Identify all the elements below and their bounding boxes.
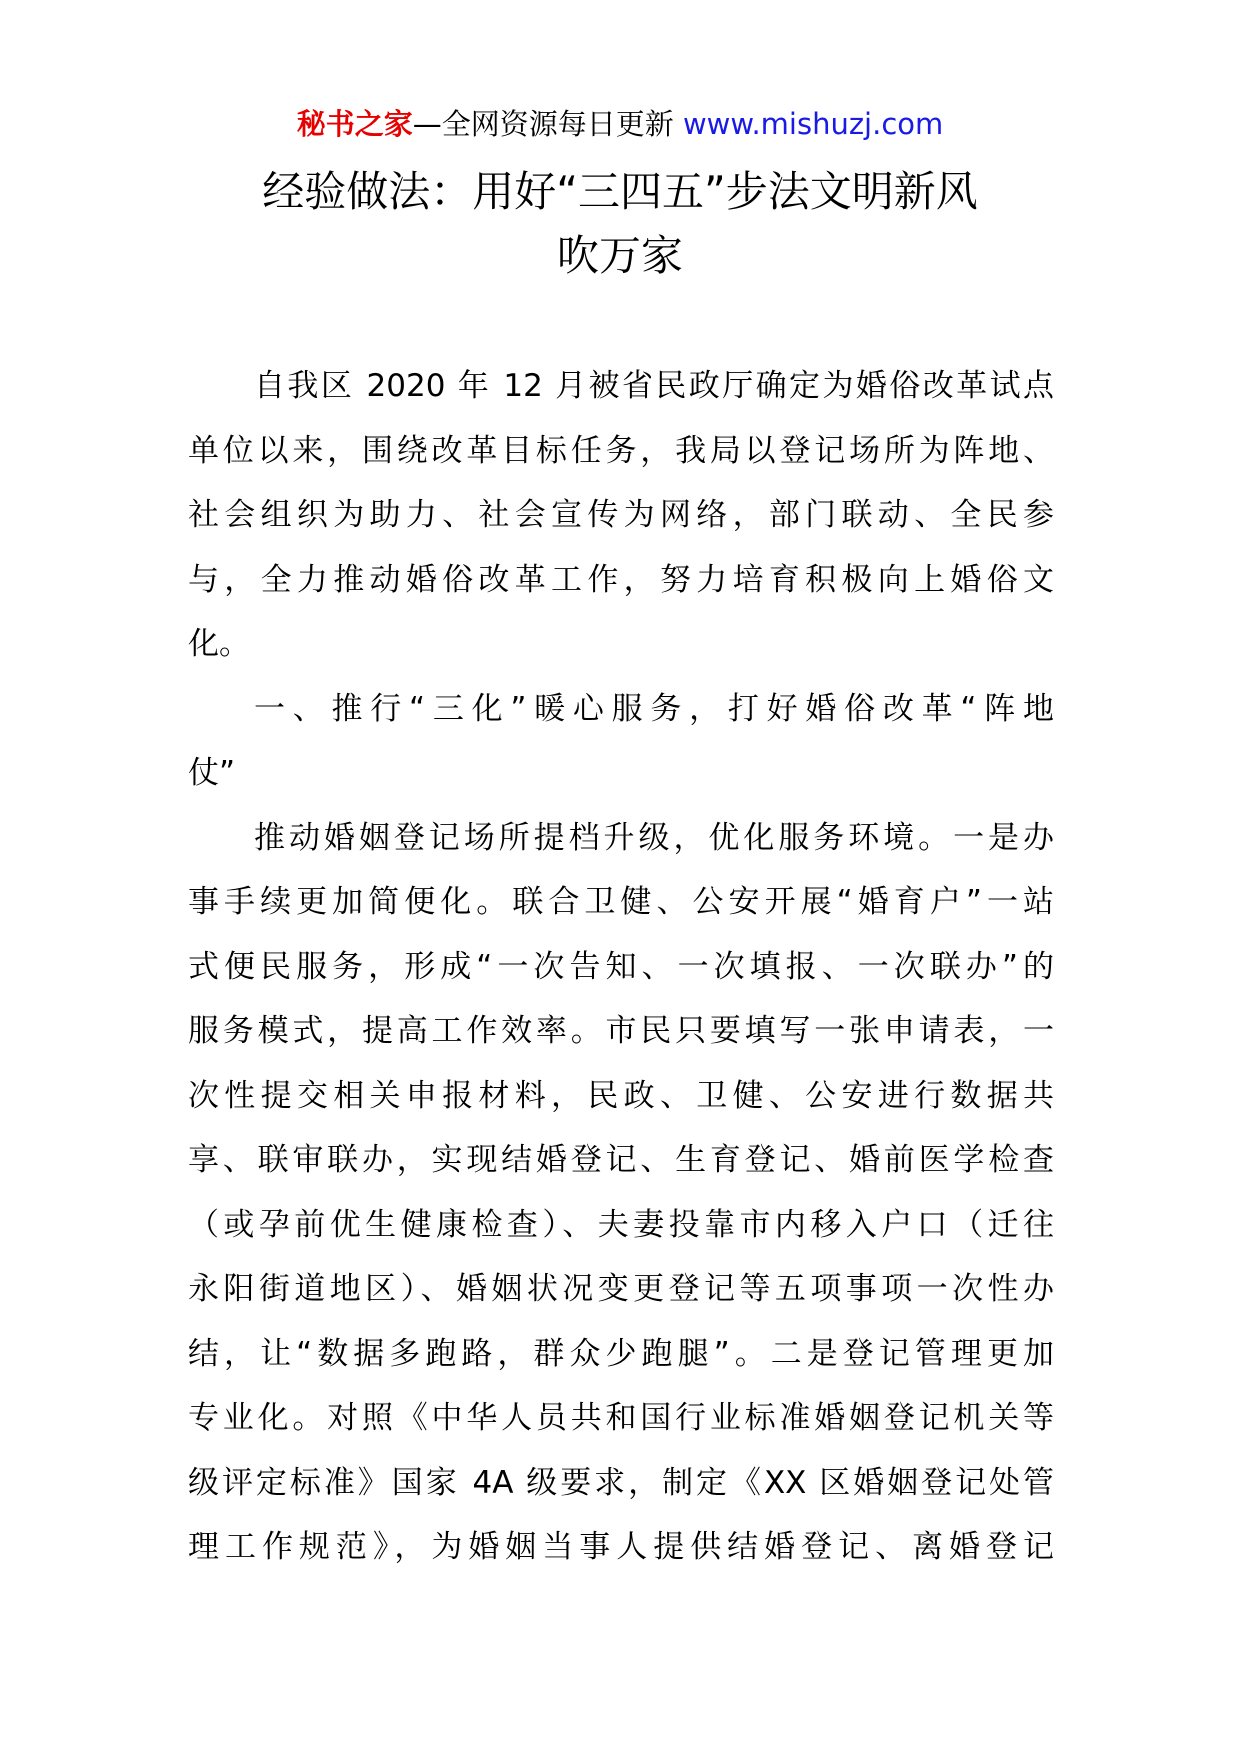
text-line: 级评定标准》国家 4A 级要求，制定《XX 区婚姻登记处管 xyxy=(188,1464,1054,1501)
text-line: 式便民服务，形成“一次告知、一次填报、一次联办”的 xyxy=(188,948,1054,985)
text-line: 与，全力推动婚俗改革工作，努力培育积极向上婚俗文 xyxy=(188,561,1054,598)
paragraph-section-1 xyxy=(188,806,1054,1580)
heading-line: 一、推行“三化”暖心服务，打好婚俗改革“阵地 xyxy=(254,690,1054,727)
heading-line: 仗” xyxy=(188,755,236,791)
article-title xyxy=(190,160,1050,288)
text-line: 化。 xyxy=(188,626,250,662)
site-url-link[interactable]: www.mishuzj.com xyxy=(682,107,944,141)
site-header xyxy=(0,100,1240,148)
text-line: 推动婚姻登记场所提档升级，优化服务环境。一是办 xyxy=(254,819,1054,856)
text-line: 理工作规范》，为婚姻当事人提供结婚登记、离婚登记 xyxy=(188,1529,1054,1565)
text-line: 享、联审联办，实现结婚登记、生育登记、婚前医学检查 xyxy=(188,1142,1054,1178)
text-line: 次性提交相关申报材料，民政、卫健、公安进行数据共 xyxy=(188,1077,1054,1114)
text-line: 自我区 2020 年 12 月被省民政厅确定为婚俗改革试点 xyxy=(254,368,1054,404)
text-line: 服务模式，提高工作效率。市民只要填写一张申请表，一 xyxy=(188,1013,1054,1049)
section-heading-1 xyxy=(188,677,1054,806)
article-body xyxy=(188,354,1054,1580)
text-line: 社会组织为助力、社会宣传为网络，部门联动、全民参 xyxy=(188,497,1054,533)
paragraph-intro xyxy=(188,354,1054,677)
text-line: 事手续更加简便化。联合卫健、公安开展“婚育户”一站 xyxy=(188,884,1054,920)
article-title-line-2: 吹万家 xyxy=(556,231,683,280)
text-line: 永阳街道地区）、婚姻状况变更登记等五项事项一次性办 xyxy=(188,1271,1054,1307)
text-line: （或孕前优生健康检查）、夫妻投靠市内移入户口（迁往 xyxy=(188,1206,1054,1243)
text-line: 结，让“数据多跑路，群众少跑腿”。二是登记管理更加 xyxy=(188,1335,1054,1372)
text-line: 单位以来，围绕改革目标任务，我局以登记场所为阵地、 xyxy=(188,432,1054,469)
text-line: 专业化。对照《中华人员共和国行业标准婚姻登记机关等 xyxy=(188,1400,1054,1436)
article-title-line-1: 经验做法：用好“三四五”步法文明新风 xyxy=(262,167,978,216)
site-brand: 秘书之家 xyxy=(296,107,413,141)
site-slogan: —全网资源每日更新 xyxy=(412,107,674,141)
